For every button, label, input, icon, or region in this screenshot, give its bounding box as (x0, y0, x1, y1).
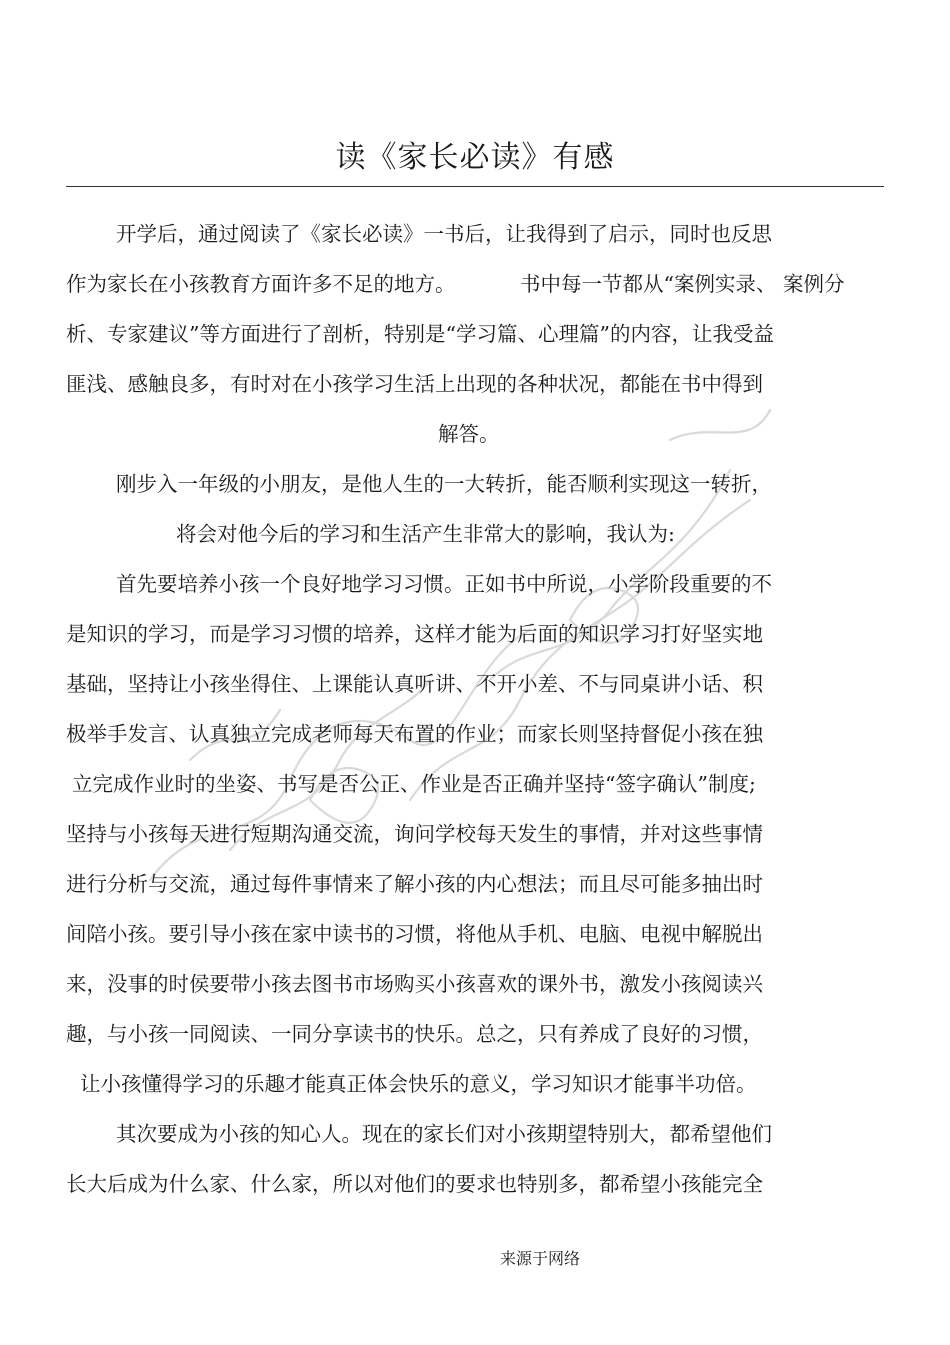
footer-source: 来源于网络 (500, 1249, 581, 1268)
body-text-line: 基础，坚持让小孩坐得住、上课能认真听讲、不开小差、不与同桌讲小话、积 (66, 672, 763, 696)
body-text-line: 间陪小孩。要引导小孩在家中读书的习惯，将他从手机、电脑、电视中解脱出 (66, 922, 763, 946)
body-text-line: 作为家长在小孩教育方面许多不足的地方。 (66, 272, 456, 296)
body-text-line: 让小孩懂得学习的乐趣才能真正体会快乐的意义，学习知识才能事半功倍。 (80, 1072, 757, 1096)
body-text-line: 将会对他今后的学习和生活产生非常大的影响，我认为: (176, 522, 675, 546)
body-text-line: 其次要成为小孩的知心人。现在的家长们对小孩期望特别大，都希望他们 (116, 1122, 772, 1146)
body-text-line: 匪浅、感触良多，有时对在小孩学习生活上出现的各种状况，都能在书中得到 (66, 372, 763, 396)
body-text-line: 刚步入一年级的小朋友，是他人生的一大转折，能否顺利实现这一转折， (116, 472, 772, 496)
body-text-line: 开学后，通过阅读了《家长必读》一书后，让我得到了启示，同时也反思 (116, 222, 772, 246)
body-text-line: 解答。 (438, 422, 500, 446)
body-text-line: 坚持与小孩每天进行短期沟通交流，询问学校每天发生的事情，并对这些事情 (66, 822, 763, 846)
body-text-line: 析、专家建议”等方面进行了剖析，特别是“学习篇、心理篇”的内容，让我受益 (66, 322, 774, 346)
body-text-line: 长大后成为什么家、什么家，所以对他们的要求也特别多，都希望小孩能完全 (66, 1172, 763, 1196)
document-title: 读《家长必读》有感 (335, 140, 615, 175)
body-text-line: 极举手发言、认真独立完成老师每天布置的作业；而家长则坚持督促小孩在独 (66, 722, 763, 746)
body-text-line: 首先要培养小孩一个良好地学习习惯。正如书中所说，小学阶段重要的不 (116, 572, 772, 596)
title-divider (66, 186, 884, 187)
body-text-line: 趣，与小孩一同阅读、一同分享读书的快乐。总之，只有养成了良好的习惯， (66, 1022, 763, 1046)
body-text-line: 立完成作业时的坐姿、书写是否公正、作业是否正确并坚持“签字确认”制度; (72, 772, 756, 796)
body-text-line: 书中每一节都从“案例实录、 案例分 (520, 272, 845, 296)
body-text-line: 进行分析与交流，通过每件事情来了解小孩的内心想法；而且尽可能多抽出时 (66, 872, 763, 896)
body-text-line: 是知识的学习，而是学习习惯的培养，这样才能为后面的知识学习打好坚实地 (66, 622, 763, 646)
body-text-line: 来，没事的时侯要带小孩去图书市场购买小孩喜欢的课外书，激发小孩阅读兴 (66, 972, 763, 996)
